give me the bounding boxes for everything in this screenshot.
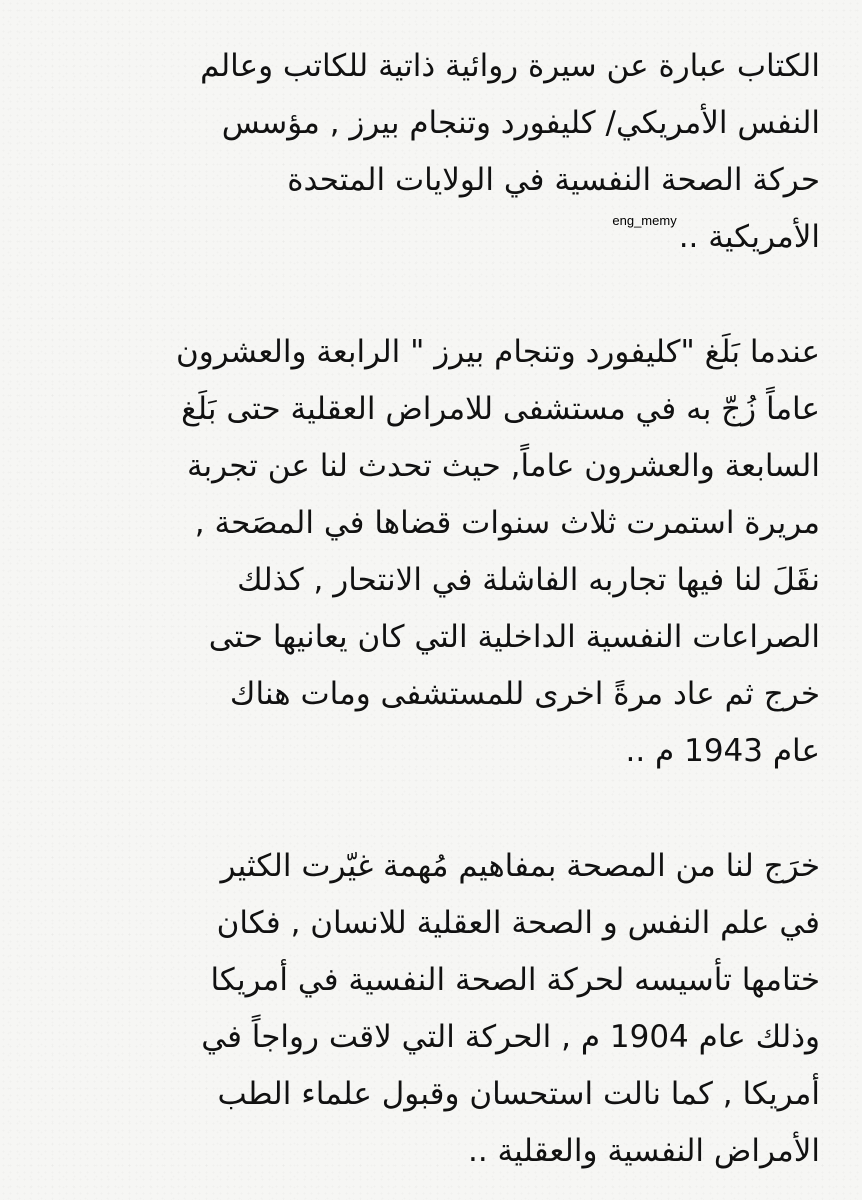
paragraph-biography (50, 324, 820, 780)
text-line: الصراعات النفسية الداخلية التي كان يعانيها حتى (208, 619, 820, 655)
text-line: عاماً زُجّ به في مستشفى للامراض العقلية حتى بَلَغ (181, 391, 820, 427)
text-line: مريرة استمرت ثلاث سنوات قضاها في المصَحة , (194, 505, 820, 541)
text-line: في علم النفس و الصحة العقلية للانسان , فكان (216, 905, 820, 941)
document-body (50, 38, 820, 1180)
paragraph-intro (50, 38, 820, 266)
text-line: حركة الصحة النفسية في الولايات المتحدة (287, 162, 820, 198)
text-line-fragment: الأمريكية .. (678, 219, 820, 255)
text-line: أمريكا , كما نالت استحسان وقبول علماء الطب (217, 1076, 820, 1112)
text-line: عندما بَلَغ "كليفورد وتنجام بيرز " الرابعة والعشرون (175, 334, 820, 370)
watermark-username: eng_memy (612, 213, 677, 228)
text-line: ختامها تأسيسه لحركة الصحة النفسية في أمريكا (210, 962, 820, 998)
text-line: وذلك عام 1904 م , الحركة التي لاقت رواجاً في (201, 1019, 820, 1055)
text-line: خرَج لنا من المصحة بمفاهيم مُهمة غيّرت الكثير (220, 848, 820, 884)
text-line: النفس الأمريكي/ كليفورد وتنجام بيرز , مؤسس (221, 105, 820, 141)
text-line: الكتاب عبارة عن سيرة روائية ذاتية للكاتب وعالم (200, 48, 820, 84)
text-line: خرج ثم عاد مرةً اخرى للمستشفى ومات هناك (229, 676, 820, 712)
paragraph-legacy (50, 838, 820, 1180)
text-line: نقَلَ لنا فيها تجاربه الفاشلة في الانتحار , كذلك (237, 562, 820, 598)
text-line-with-watermark (50, 209, 820, 266)
text-line: الأمراض النفسية والعقلية .. (468, 1133, 820, 1169)
text-line: السابعة والعشرون عاماً, حيث تحدث لنا عن تجربة (186, 448, 820, 484)
text-line: عام 1943 م .. (625, 733, 820, 769)
